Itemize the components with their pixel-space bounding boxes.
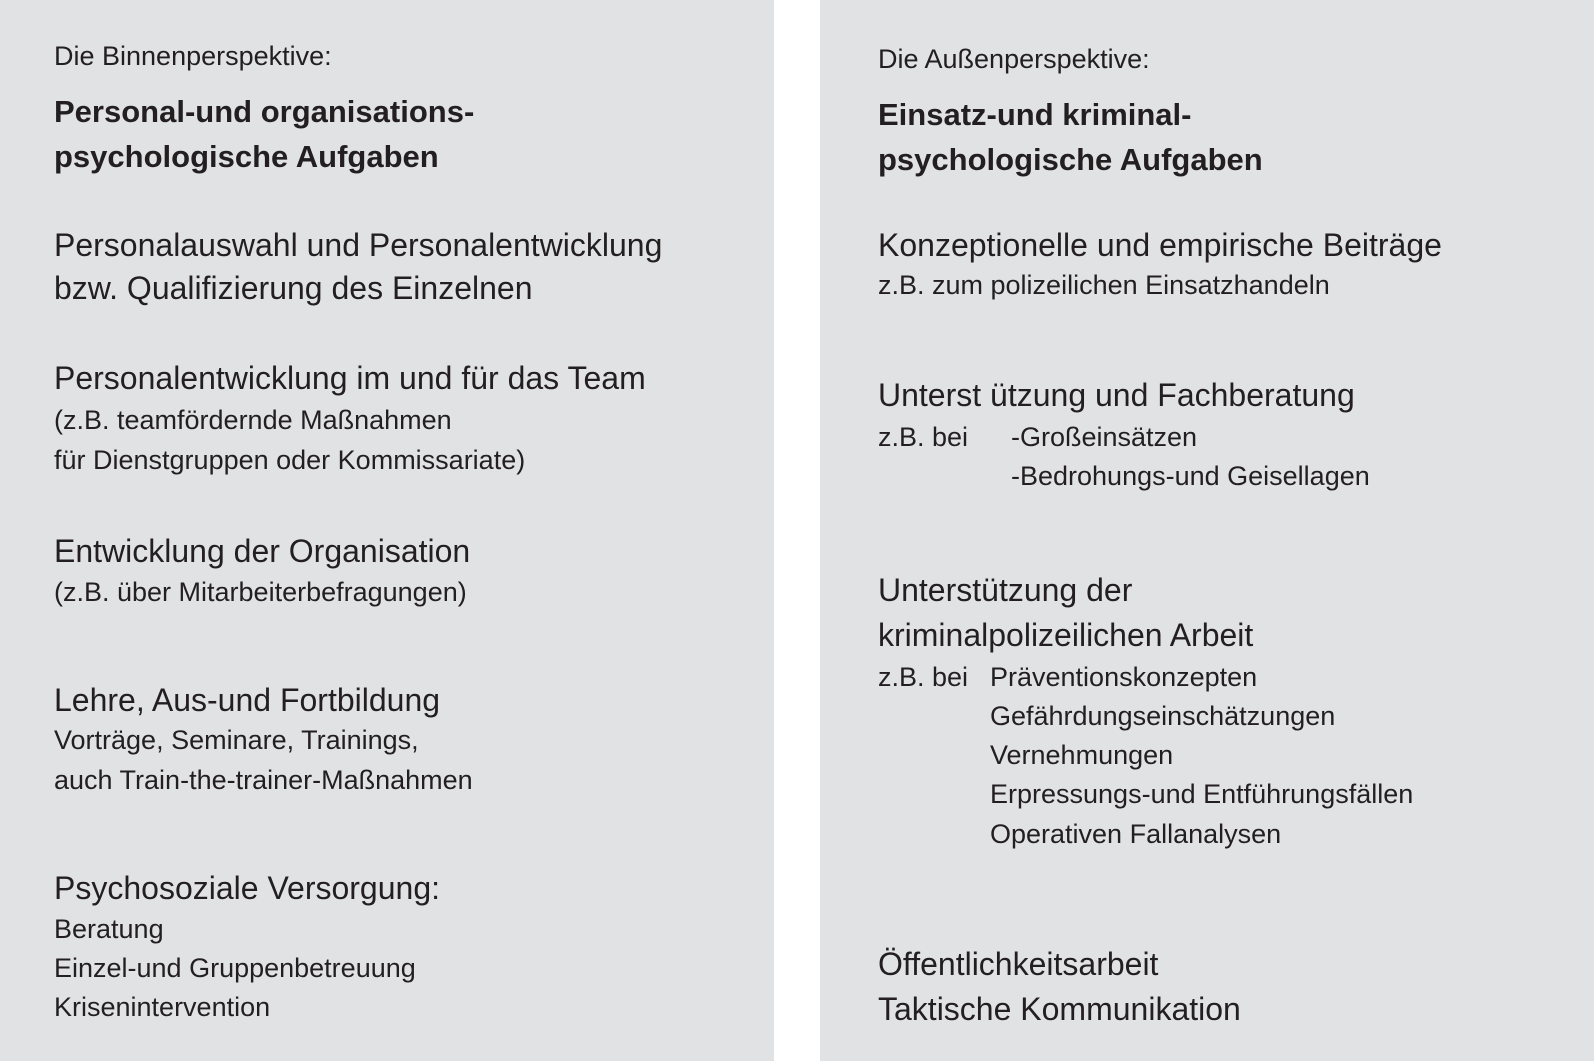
section-detail: (z.B. teamfördernde Maßnahmen — [54, 405, 452, 435]
panel-heading: psychologische Aufgaben — [878, 142, 1263, 177]
section-prefix: z.B. bei — [878, 422, 969, 452]
panel-heading: Personal-und organisations- — [54, 94, 475, 129]
section-detail: Vorträge, Seminare, Trainings, — [54, 725, 419, 755]
section-detail: für Dienstgruppen oder Kommissariate) — [54, 445, 526, 475]
section-detail: (z.B. über Mitarbeiterbefragungen) — [54, 577, 467, 607]
panel-heading: psychologische Aufgaben — [54, 139, 439, 174]
section-title: Unterstützung der — [878, 572, 1133, 608]
section-detail: Erpressungs-und Entführungsfällen — [990, 779, 1414, 809]
section-detail: Beratung — [54, 914, 164, 944]
section-detail: z.B. zum polizeilichen Einsatzhandeln — [878, 270, 1330, 300]
section-title: kriminalpolizeilichen Arbeit — [878, 617, 1254, 653]
section-detail: Krisenintervention — [54, 992, 271, 1022]
section-title: Lehre, Aus-und Fortbildung — [54, 682, 441, 718]
section-title: Unterst ützung und Fachberatung — [878, 377, 1355, 413]
section-title: Entwicklung der Organisation — [54, 533, 471, 569]
section-detail: Präventionskonzepten — [990, 662, 1258, 692]
section-title: Konzeptionelle und empirische Beiträge — [878, 227, 1442, 263]
outer-perspective-panel — [820, 0, 1594, 1061]
panel-label: Die Außenperspektive: — [878, 44, 1150, 74]
section-detail: Einzel-und Gruppenbetreuung — [54, 953, 416, 983]
section-prefix: z.B. bei — [878, 662, 969, 692]
section-title: Personalauswahl und Personalentwicklung — [54, 227, 663, 263]
panel-label: Die Binnenperspektive: — [54, 41, 332, 71]
section-title: Öffentlichkeitsarbeit — [878, 946, 1159, 982]
panel-heading: Einsatz-und kriminal- — [878, 97, 1192, 132]
section-title: Psychosoziale Versorgung: — [54, 870, 440, 906]
section-detail: Operativen Fallanalysen — [990, 819, 1282, 849]
section-title: Personalentwicklung im und für das Team — [54, 360, 646, 396]
section-detail: Vernehmungen — [990, 740, 1174, 770]
inner-perspective-panel — [0, 0, 774, 1061]
section-detail: auch Train-the-trainer-Maßnahmen — [54, 765, 473, 795]
section-detail: Gefährdungseinschätzungen — [990, 701, 1336, 731]
section-detail: -Bedrohungs-und Geisellagen — [1011, 461, 1370, 491]
section-title: Taktische Kommunikation — [878, 991, 1241, 1027]
section-detail: -Großeinsätzen — [1011, 422, 1198, 452]
section-title: bzw. Qualifizierung des Einzelnen — [54, 270, 533, 306]
